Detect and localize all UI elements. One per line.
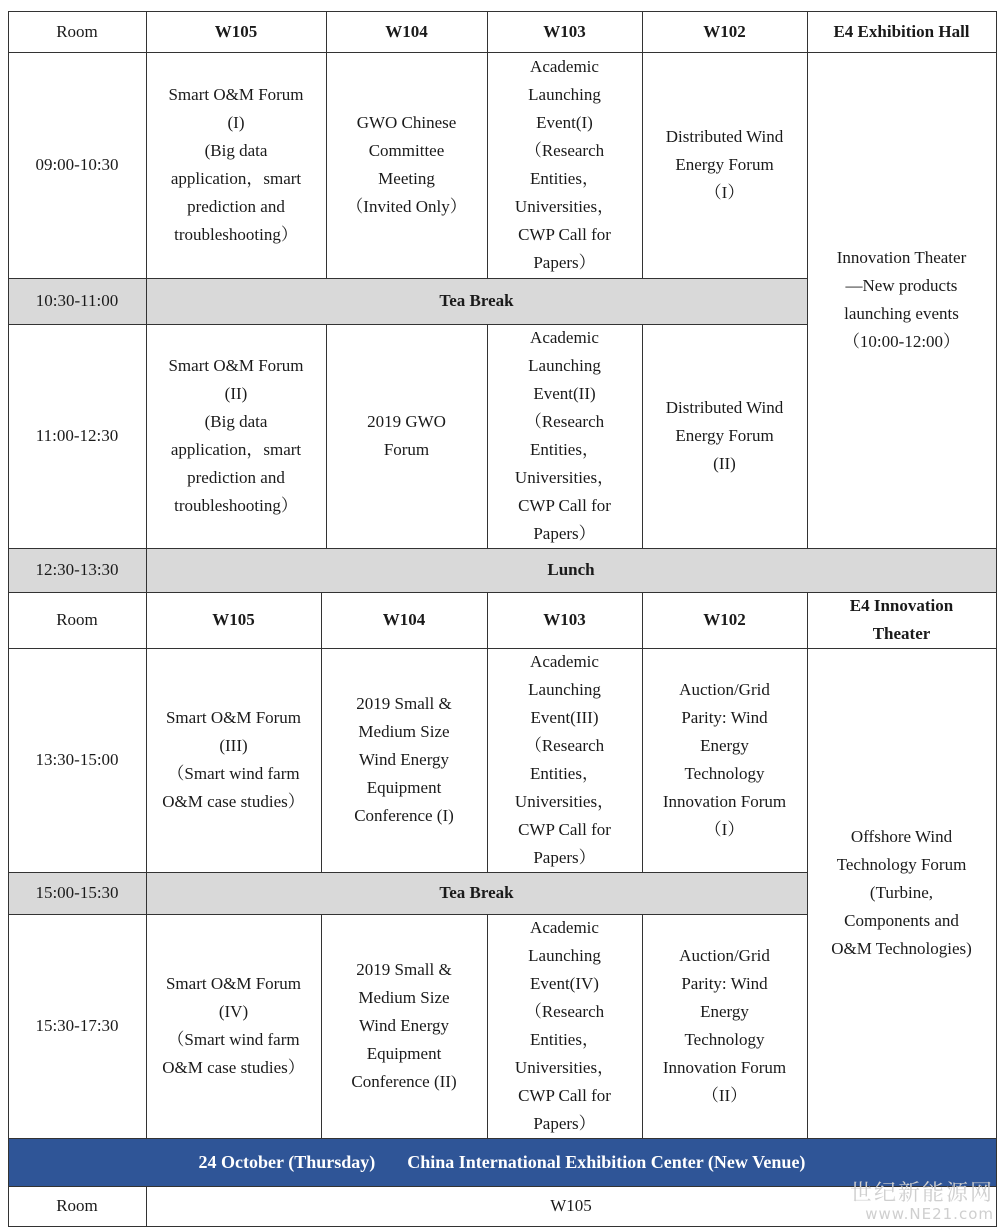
tea-break-morning: Tea Break xyxy=(146,278,807,324)
time-1030-1100: 10:30-11:00 xyxy=(8,278,146,324)
header-w104: W104 xyxy=(385,22,428,41)
grid-line xyxy=(321,592,322,873)
grid-line xyxy=(326,324,327,549)
grid-line xyxy=(642,11,643,279)
header-e4-exhibition-hall: E4 Exhibition Hall xyxy=(833,22,970,41)
time-1330-1500: 13:30-15:00 xyxy=(35,750,119,769)
grid-line xyxy=(146,1186,147,1227)
grid-line xyxy=(8,1138,997,1139)
header-w104-afternoon: W104 xyxy=(382,610,426,629)
session-w104-1330: 2019 Small & Medium Size Wind Energy Equipment Conference (I) xyxy=(354,694,454,825)
session-w104-1530: 2019 Small & Medium Size Wind Energy Equipment Conference (II) xyxy=(351,960,457,1091)
session-w103-0900: Academic Launching Event(I) （Research Entities， Universities， CWP Call for Papers） xyxy=(514,57,615,272)
grid-line xyxy=(8,11,997,12)
grid-line xyxy=(146,11,147,1139)
lunch-break: Lunch xyxy=(146,548,996,592)
grid-line xyxy=(8,648,997,649)
grid-line xyxy=(642,592,643,873)
grid-line xyxy=(487,324,488,549)
session-w104-0900: GWO Chinese Committee Meeting （Invited Only） xyxy=(346,113,467,216)
session-w103-1100: Academic Launching Event(II) （Research Entities， Universities， CWP Call for Papers） xyxy=(514,328,615,543)
session-w102-1100: Distributed Wind Energy Forum (II) xyxy=(665,398,784,473)
grid-line xyxy=(326,11,327,279)
date-venue-banner xyxy=(8,1138,996,1186)
header-w103: W103 xyxy=(543,22,586,41)
time-0900-1030: 09:00-10:30 xyxy=(35,155,119,174)
grid-line xyxy=(8,324,807,325)
grid-line xyxy=(487,914,488,1139)
grid-line xyxy=(8,52,997,53)
session-w105-1330: Smart O&M Forum (III) （Smart wind farm O&M case studies） xyxy=(162,708,305,811)
grid-line xyxy=(8,872,807,873)
grid-line xyxy=(8,278,807,279)
time-1100-1230: 11:00-12:30 xyxy=(35,426,119,445)
time-1530-1730: 15:30-17:30 xyxy=(35,1016,119,1035)
watermark-line1: 世纪新能源网 xyxy=(849,1181,994,1206)
watermark xyxy=(849,1181,994,1224)
grid-line xyxy=(996,11,997,1227)
grid-line xyxy=(807,592,808,1139)
banner-date: 24 October (Thursday) xyxy=(198,1152,376,1172)
session-w105-0900: Smart O&M Forum (I) (Big data application，smart prediction and troubleshooting） xyxy=(168,85,304,244)
session-w102-1330: Auction/Grid Parity: Wind Energy Technology Innovation Forum （I） xyxy=(662,680,787,839)
e4-offshore-wind-forum: Offshore Wind Technology Forum (Turbine, Components and O&M Technologies) xyxy=(831,827,972,958)
session-w102-1530: Auction/Grid Parity: Wind Energy Technology Innovation Forum （II） xyxy=(662,946,787,1105)
grid-line xyxy=(807,11,808,549)
grid-line xyxy=(642,324,643,549)
grid-line xyxy=(321,914,322,1139)
room-label-thursday: Room xyxy=(56,1196,98,1215)
grid-line xyxy=(487,11,488,279)
banner-venue: China International Exhibition Center (New Venue) xyxy=(407,1152,806,1172)
grid-line xyxy=(8,1186,997,1187)
header-w105-afternoon: W105 xyxy=(212,610,255,629)
header-w105: W105 xyxy=(214,22,258,41)
session-w103-1530: Academic Launching Event(IV) （Research Entities， Universities， CWP Call for Papers） xyxy=(514,918,615,1133)
time-1230-1330: 12:30-13:30 xyxy=(8,548,146,592)
grid-line xyxy=(8,548,997,549)
header-room: Room xyxy=(56,22,98,41)
grid-line xyxy=(487,592,488,873)
session-w105-1530: Smart O&M Forum (IV) （Smart wind farm O&M case studies） xyxy=(162,974,305,1077)
session-w104-1100: 2019 GWO Forum xyxy=(367,412,446,459)
grid-line xyxy=(642,914,643,1139)
session-w103-1330: Academic Launching Event(III) （Research Entities， Universities， CWP Call for Papers） xyxy=(514,652,615,867)
header-e4-innovation-theater: E4 Innovation Theater xyxy=(849,596,954,643)
grid-line xyxy=(8,914,807,915)
grid-line xyxy=(8,592,997,593)
header-room-afternoon: Room xyxy=(56,610,98,629)
header-w102-afternoon: W102 xyxy=(703,610,746,629)
time-1500-1530: 15:00-15:30 xyxy=(8,872,146,914)
e4-innovation-theater-morning: Innovation Theater —New products launching events （10:00-12:00） xyxy=(836,248,967,351)
session-w102-0900: Distributed Wind Energy Forum （I） xyxy=(665,127,784,202)
tea-break-afternoon: Tea Break xyxy=(146,872,807,914)
watermark-line2: www.NE21.com xyxy=(865,1205,994,1223)
grid-line xyxy=(8,11,9,1227)
session-w105-1100: Smart O&M Forum (II) (Big data application，smart prediction and troubleshooting） xyxy=(168,356,304,515)
grid-line xyxy=(8,1226,997,1227)
header-w103-afternoon: W103 xyxy=(543,610,586,629)
header-w102: W102 xyxy=(703,22,746,41)
room-value-thursday: W105 xyxy=(550,1196,592,1215)
